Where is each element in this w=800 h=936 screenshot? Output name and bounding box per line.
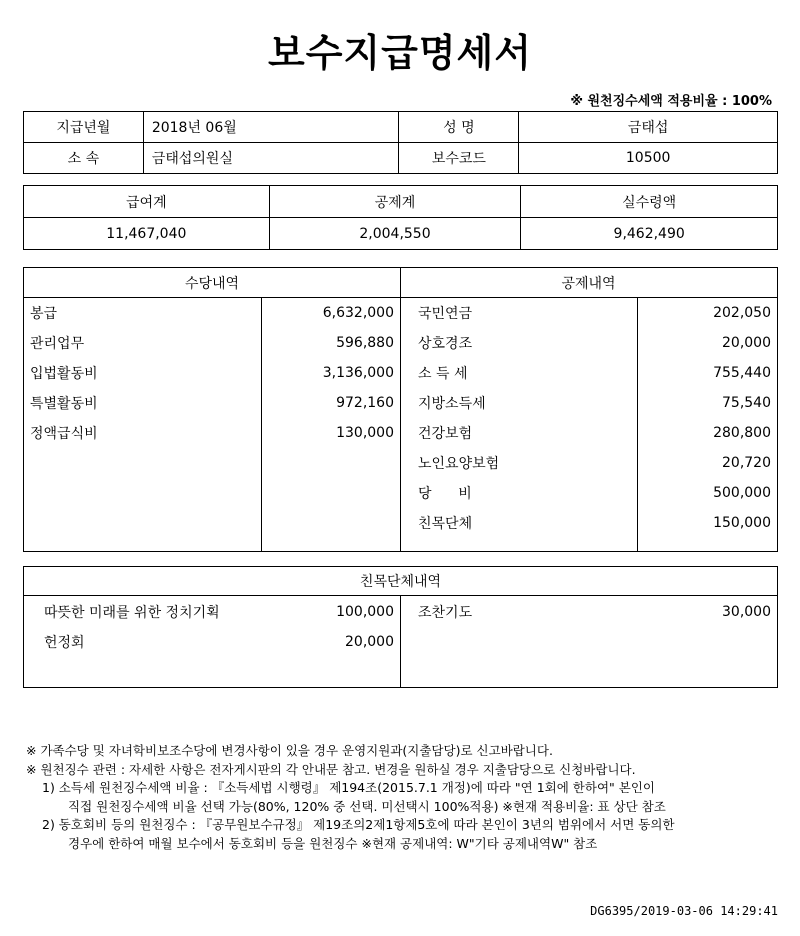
allowances-list	[24, 298, 400, 448]
withholding-rate-note: ※ 원천징수세액 적용비율 : 100%	[570, 94, 772, 109]
list-item	[400, 358, 777, 388]
notes	[26, 742, 776, 853]
dept-label: 소 속	[24, 143, 144, 174]
item-value: 20,720	[722, 455, 771, 471]
pay-month-value: 2018년 06월	[143, 112, 399, 143]
club-header: 친목단체내역	[24, 567, 777, 596]
list-item	[24, 627, 400, 657]
list-item	[400, 448, 777, 478]
code-value: 10500	[519, 143, 778, 174]
item-value: 596,880	[336, 335, 394, 351]
net-label: 실수령액	[521, 186, 778, 218]
item-label: 조찬기도	[418, 605, 473, 621]
list-item	[400, 298, 777, 328]
net-value: 9,462,490	[521, 218, 778, 250]
document-title: 보수지급명세서	[268, 31, 532, 75]
item-label: 봉급	[30, 306, 58, 322]
item-label: 지방소득세	[418, 396, 486, 412]
document-footer: DG6395/2019-03-06 14:29:41	[590, 904, 778, 918]
item-value: 6,632,000	[322, 305, 394, 321]
info-table	[23, 111, 778, 174]
list-item	[400, 597, 777, 627]
item-value: 150,000	[713, 515, 771, 531]
item-label: 특별활동비	[30, 396, 98, 412]
name-value: 금태섭	[519, 112, 778, 143]
deductions-header: 공제내역	[400, 268, 777, 298]
item-label: 헌정회	[44, 635, 85, 651]
deduct-label: 공제계	[269, 186, 521, 218]
note-line: 2) 동호회비 등의 원천징수 : 『공무원보수규정』 제19조의2제1항제5호에 따라 본인이 3년의 범위에서 서면 동의한	[42, 817, 675, 832]
item-value: 972,160	[336, 395, 394, 411]
list-item	[400, 328, 777, 358]
item-value: 280,800	[713, 425, 771, 441]
item-label: 친목단체	[418, 516, 473, 532]
list-item	[400, 388, 777, 418]
deduct-value: 2,004,550	[269, 218, 521, 250]
note-line: 경우에 한하여 매월 보수에서 동호회비 등을 원천징수 ※현재 공제내역: W"기타 공제내역W" 참조	[68, 835, 598, 851]
code-label: 보수코드	[399, 143, 519, 174]
club-right-list	[400, 597, 777, 627]
item-label: 건강보험	[418, 426, 473, 442]
list-item	[400, 478, 777, 508]
item-label: 상호경조	[418, 336, 473, 352]
item-label: 정액급식비	[30, 426, 98, 442]
note-line: ※ 원천징수 관련 : 자세한 사항은 전자게시판의 각 안내문 참고. 변경을 원하실 경우 지출담당으로 신청바랍니다.	[26, 761, 636, 777]
item-value: 130,000	[336, 425, 394, 441]
list-item	[400, 508, 777, 538]
item-value: 500,000	[713, 485, 771, 501]
item-value: 20,000	[722, 335, 771, 351]
item-label: 노인요양보험	[418, 456, 500, 472]
item-value: 755,440	[713, 365, 771, 381]
list-item	[24, 298, 400, 328]
item-value: 3,136,000	[322, 365, 394, 381]
totals-table	[23, 185, 778, 250]
item-label: 소 득 세	[418, 366, 468, 382]
gross-label: 급여계	[24, 186, 270, 218]
item-label: 국민연금	[418, 306, 473, 322]
item-label: 당 비	[418, 486, 472, 502]
gross-value: 11,467,040	[24, 218, 270, 250]
detail-box	[23, 267, 778, 552]
list-item	[24, 388, 400, 418]
list-item	[24, 597, 400, 627]
pay-month-label: 지급년월	[24, 112, 144, 143]
list-item	[24, 358, 400, 388]
item-label: 관리업무	[30, 336, 85, 352]
item-value: 20,000	[345, 634, 394, 650]
item-value: 100,000	[336, 604, 394, 620]
note-line: 직접 원천징수세액 비율 선택 가능(80%, 120% 중 선택. 미선택시 100%적용) ※현재 적용비율: 표 상단 참조	[68, 798, 666, 814]
item-label: 입법활동비	[30, 366, 98, 382]
allowances-header: 수당내역	[24, 268, 400, 298]
note-line: 1) 소득세 원천징수세액 비율 : 『소득세법 시행령』 제194조(2015.7.1 개정)에 따라 "연 1회에 한하여" 본인이	[42, 780, 655, 795]
list-item	[24, 328, 400, 358]
deductions-list	[400, 298, 777, 538]
club-box	[23, 566, 778, 688]
name-label: 성 명	[399, 112, 519, 143]
club-left-list	[24, 597, 400, 657]
list-item	[24, 418, 400, 448]
dept-value: 금태섭의원실	[143, 143, 399, 174]
note-line: ※ 가족수당 및 자녀학비보조수당에 변경사항이 있을 경우 운영지원과(지출담당)로 신고바랍니다.	[26, 743, 553, 758]
item-value: 75,540	[722, 395, 771, 411]
item-label: 따뜻한 미래를 위한 정치기획	[44, 605, 220, 621]
item-value: 30,000	[722, 604, 771, 620]
list-item	[400, 418, 777, 448]
item-value: 202,050	[713, 305, 771, 321]
